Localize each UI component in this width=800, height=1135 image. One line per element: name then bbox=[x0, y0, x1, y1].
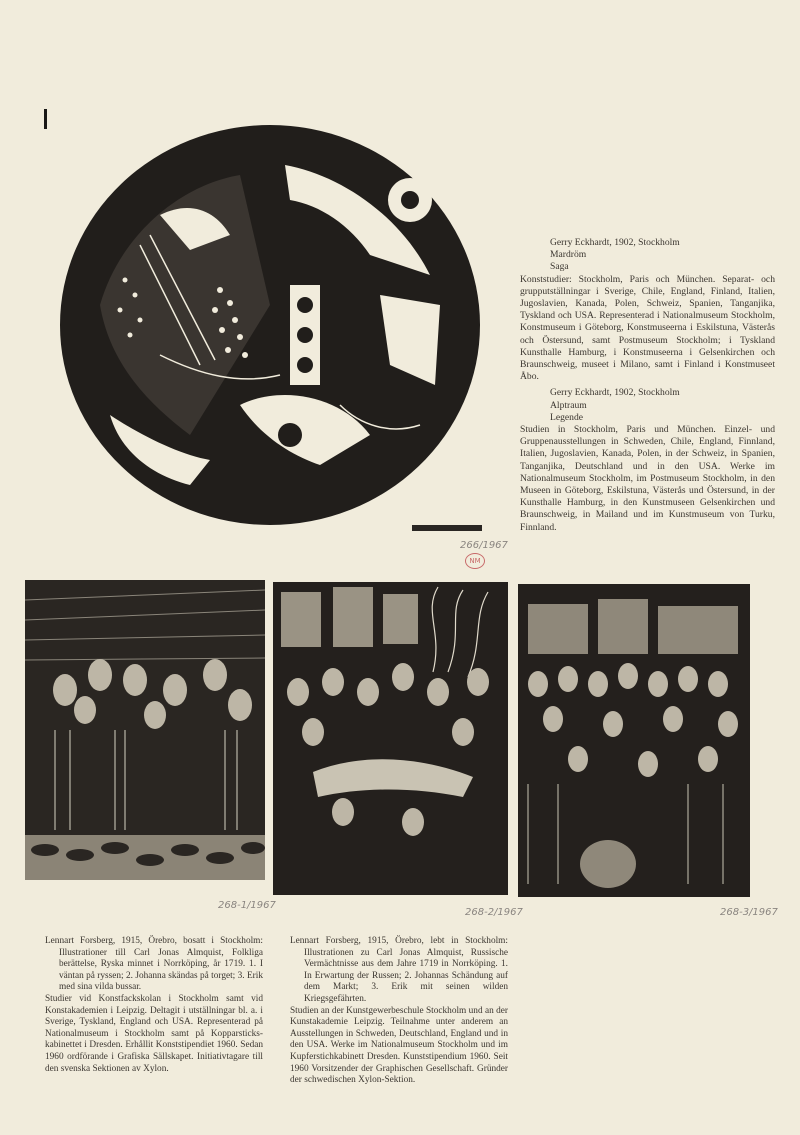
forsberg-swedish-biography: Studier vid Konstfackskolan i Stockholm samt vid Konstakademien i Leipzig. Deltagit i utställningar bl. a. i Sverige, Tyskland, England och USA. Representerad på Nationalmuseum i Stockholm samt på Kopparsticks-kabinettet i Dresden. Erhållit Konststipendiet 1960. Sedan 1960 ordförande i Grafiska Sällskapet. Initiativtagare till den svenska Sektionen av Xylon. bbox=[45, 993, 263, 1074]
caption-line: Alptraum bbox=[550, 399, 587, 411]
lennart-forsberg-swedish bbox=[45, 936, 263, 1075]
forsberg-swedish-caption: Lennart Forsberg, 1915, Örebro, bosatt i Stockholm: Illustrationer till Carl Jonas Almquist, Folkliga berättelse, Ryska minnet i Norrköping, år 1719. 1. I väntan på ryssen; 2. Johanna skändas på torget; 3. Erik med sina vilda bussar. bbox=[45, 936, 263, 993]
lennart-forsberg-german bbox=[290, 936, 508, 1087]
woodcut-johanna-on-market bbox=[273, 582, 508, 895]
gerry-eckhardt-text bbox=[520, 237, 775, 534]
pencil-note-left: 268-1/1967 bbox=[218, 900, 276, 911]
forsberg-german-biography: Studien an der Kunstgewerbeschule Stockholm und an der Kunstakademie Leipzig. Teilnahme unter anderem an Ausstellungen in Schweden, Deutschland, England und in den USA. Werke im Nationalmuseum Stockholm und im Kupferstichkabinett Dresden. Kunststipendium 1960. Seit 1960 Vorsitzender der Graphischen Gesellschaft. Gründer der schwedischen Xylon-Sektion. bbox=[290, 1005, 508, 1086]
biography-swedish: Konststudier: Stockholm, Paris och München. Separat- och grupputställningar i Sverige, Chile, England, Finland, Italien, Jugoslavien, Kanada, Polen, Schweiz, Spanien, Tanganjika, Tyskland och USA. Representerad i Nationalmuseum Stockholm, Konstmuseum i Göteborg, Konstmuseerna i Eskilstuna, Västerås och Östersund, samt Postmuseum Stockholm; i Tyskland Kunsthalle Hamburg, i Konstmuseerna i Gelsenkirchen och Braunschweig, museet i Milano, samt i Finland i Konstmuseet Åbo. bbox=[520, 273, 775, 383]
biography-german: Studien in Stockholm, Paris und München. Einzel- und Gruppenausstellungen in Schweden, Chile, England, Finnland, Italien, Jugoslavien, Kanada, Polen, in der Schweiz, in Spanien, Tanganjika, Deutschland und in den USA. Werke im Nationalmuseum Stockholm, im Postmuseum Stockholm, in den Museen in Göteborg, Eskilstuna, Västerås und Östersund, in der Kunsthalle Hamburg, in den Kunstmuseen Gelsenkirchen und Braunschweig, in Mailand und im Kunstmuseum von Turku, Finnland. bbox=[520, 424, 775, 533]
forsberg-german-caption: Lennart Forsberg, 1915, Örebro, lebt in Stockholm: Illustrationen zu Carl Jonas Almquist, Russische Vermächtnisse aus dem Jahre 1719 in Norrköping. 1. In Erwartung der Russen; 2. Johannas Schändung auf dem Markt; 3. Erik mit seinen wilden Kriegsgefährten. bbox=[290, 936, 508, 1004]
woodcut-erik-with-companions bbox=[518, 584, 750, 897]
caption-line: Legende bbox=[550, 411, 584, 423]
caption-line: Mardröm bbox=[550, 249, 587, 261]
pencil-note-middle: 268-2/1967 bbox=[465, 907, 523, 918]
woodcut-mardrom bbox=[40, 105, 490, 535]
caption-line: Gerry Eckhardt, 1902, Stockholm bbox=[550, 237, 680, 248]
caption-line: Gerry Eckhardt, 1902, Stockholm bbox=[550, 387, 680, 399]
pencil-note-right: 268-3/1967 bbox=[720, 907, 778, 918]
pencil-note-top: 266/1967 bbox=[460, 540, 508, 551]
woodcut-waiting-for-russians bbox=[25, 580, 265, 880]
caption-line: Saga bbox=[550, 261, 569, 273]
museum-stamp: NM bbox=[465, 553, 485, 569]
